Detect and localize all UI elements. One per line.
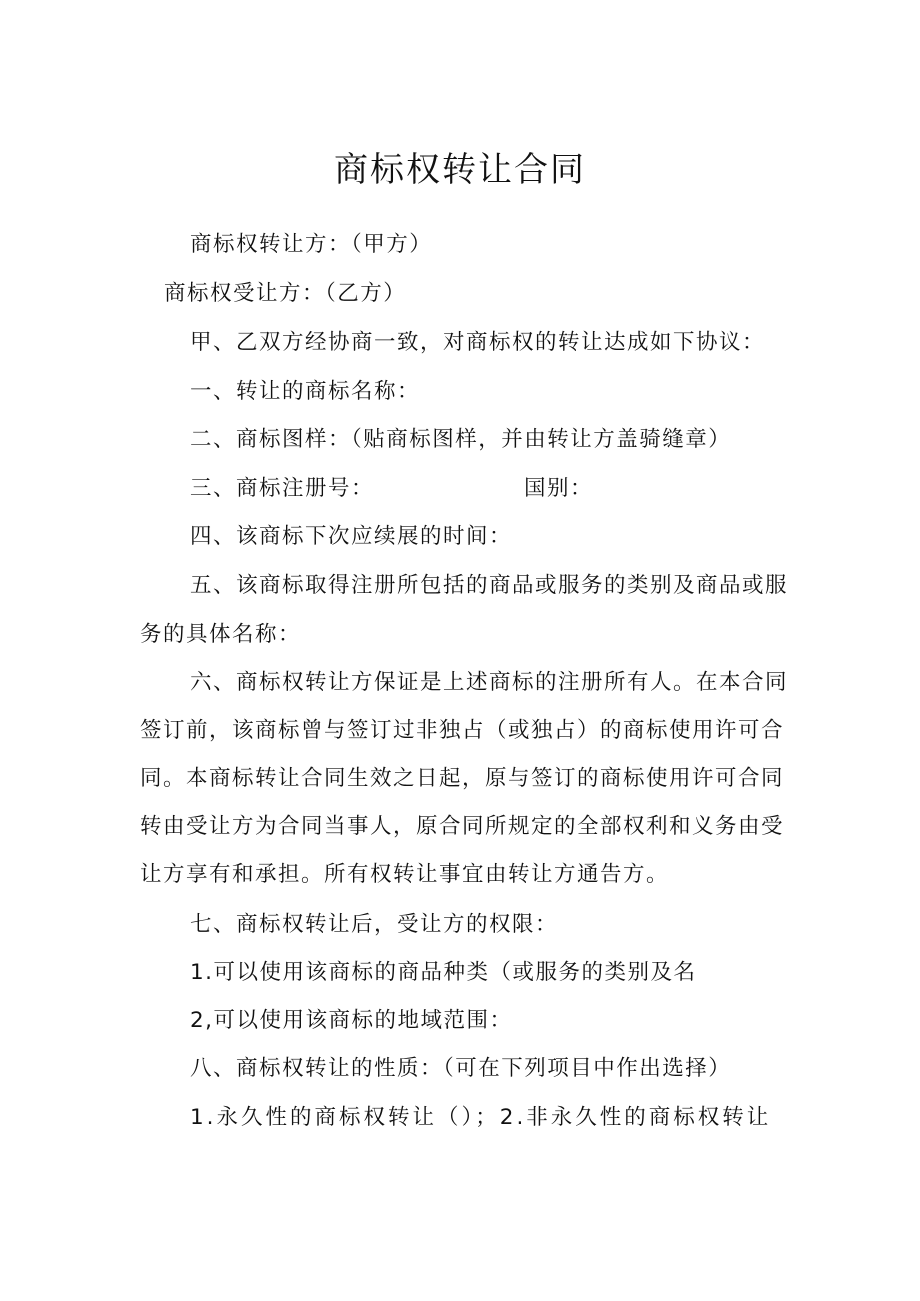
clause-2: 二、商标图样：（贴商标图样，并由转让方盖骑缝章）: [190, 427, 732, 452]
clause-4: 四、该商标下次应续展的时间：: [190, 524, 513, 549]
clause-6-line-5: 让方享有和承担。所有权转让事宜由转让方通告方。: [140, 862, 670, 887]
clause-6-line-3: 同。本商标转让合同生效之日起，原与签订的商标使用许可合同: [140, 766, 785, 791]
clause-7-item-1: 1.可以使用该商标的商品种类（或服务的类别及名: [190, 960, 697, 985]
clause-5-line-2: 务的具体名称：: [140, 622, 302, 647]
clause-6-line-4: 转由受让方为合同当事人，原合同所规定的全部权利和义务由受: [140, 814, 785, 839]
registration-number-label: 三、商标注册号：: [190, 476, 375, 501]
clause-6-line-1: 六、商标权转让方保证是上述商标的注册所有人。在本合同: [190, 670, 789, 695]
clause-7: 七、商标权转让后，受让方的权限：: [190, 912, 559, 937]
clause-8-options: 1.永久性的商标权转让（）；2.非永久性的商标权转让: [190, 1105, 772, 1130]
document-title: 商标权转让合同: [334, 150, 586, 190]
clause-1: 一、转让的商标名称：: [190, 379, 421, 404]
clause-5-line-1: 五、该商标取得注册所包括的商品或服务的类别及商品或服: [190, 573, 789, 598]
clause-6-line-2: 签订前，该商标曾与签订过非独占（或独占）的商标使用许可合: [140, 718, 785, 743]
agreement-intro: 甲、乙双方经协商一致，对商标权的转让达成如下协议：: [190, 330, 766, 355]
clause-3: [190, 474, 593, 504]
transferor-line: 商标权转让方：（甲方）: [190, 232, 433, 257]
country-label: 国别：: [524, 476, 594, 501]
clause-8: 八、商标权转让的性质：（可在下列项目中作出选择）: [190, 1056, 732, 1081]
transferee-line: 商标权受让方：（乙方）: [164, 281, 407, 306]
clause-7-item-2: 2,可以使用该商标的地域范围：: [190, 1008, 513, 1033]
